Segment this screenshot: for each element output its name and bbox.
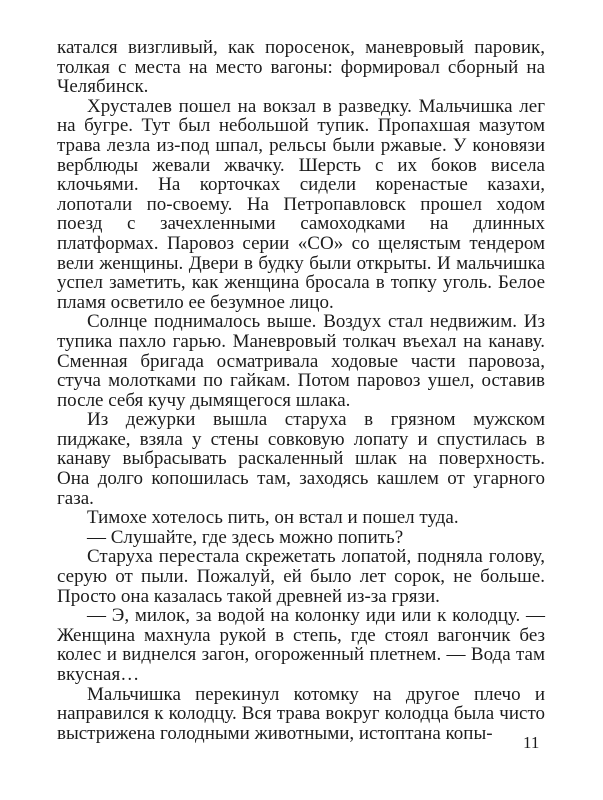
page-number: 11 xyxy=(523,733,540,752)
paragraph-4: Из дежурки вышла старуха в грязном мужском пиджаке, взяла у стены совковую лопату и спустилась в канаву выбрасывать раскаленный шлак на поверхность. Она долго копошилась там, заходясь кашлем от угарного газа. xyxy=(57,409,545,509)
paragraph-8: — Э, милок, за водой на колонку иди или к колодцу. — Женщина махнула рукой в степь, где стоял вагончик без колес и виднелся загон, огороженный плетнем. — Вода там вкусная… xyxy=(57,605,545,685)
book-page-text xyxy=(57,38,545,743)
paragraph-1: катался визгливый, как поросенок, маневровый паровик, толкая с места на место вагоны: формировал сборный на Челябинск. xyxy=(57,37,545,98)
paragraph-3: Солнце поднималось выше. Воздух стал недвижим. Из тупика пахло гарью. Маневровый толкач въехал на канаву. Сменная бригада осматривала ходовые части паровоза, стуча молотками по гайкам. Потом паровоз ушел, оставив после себя кучу дымящегося шлака. xyxy=(57,311,545,411)
paragraph-6: — Слушайте, где здесь можно попить? xyxy=(87,526,404,548)
paragraph-9: Мальчишка перекинул котомку на другое плечо и направился к колодцу. Вся трава вокруг колодца была чисто выстрижена голодными животными, истоптана копы- xyxy=(57,683,545,744)
paragraph-5: Тимохе хотелось пить, он встал и пошел туда. xyxy=(87,507,459,529)
paragraph-2: Хрусталев пошел на вокзал в разведку. Мальчишка лег на бугре. Тут был небольшой тупик. Пропахшая мазутом трава лезла из-под шпал, рельсы были ржавые. У коновязи верблюды жевали жвачку. Шерсть с их боков висела клочьями. На корточках сидели коренастые казахи, лопотали по-своему. На Петропавловск прошел ходом поезд с зачехленными самоходками на длинных платформах. Паровоз серии «СО» со щелястым тендером вели женщины. Двери в будку были открыты. И мальчишка успел заметить, как женщина бросала в топку уголь. Белое пламя осветило ее безумное лицо. xyxy=(57,95,545,313)
paragraph-7: Старуха перестала скрежетать лопатой, подняла голову, серую от пыли. Пожалуй, ей было лет сорок, не больше. Просто она казалась такой древней из-за грязи. xyxy=(57,546,545,607)
